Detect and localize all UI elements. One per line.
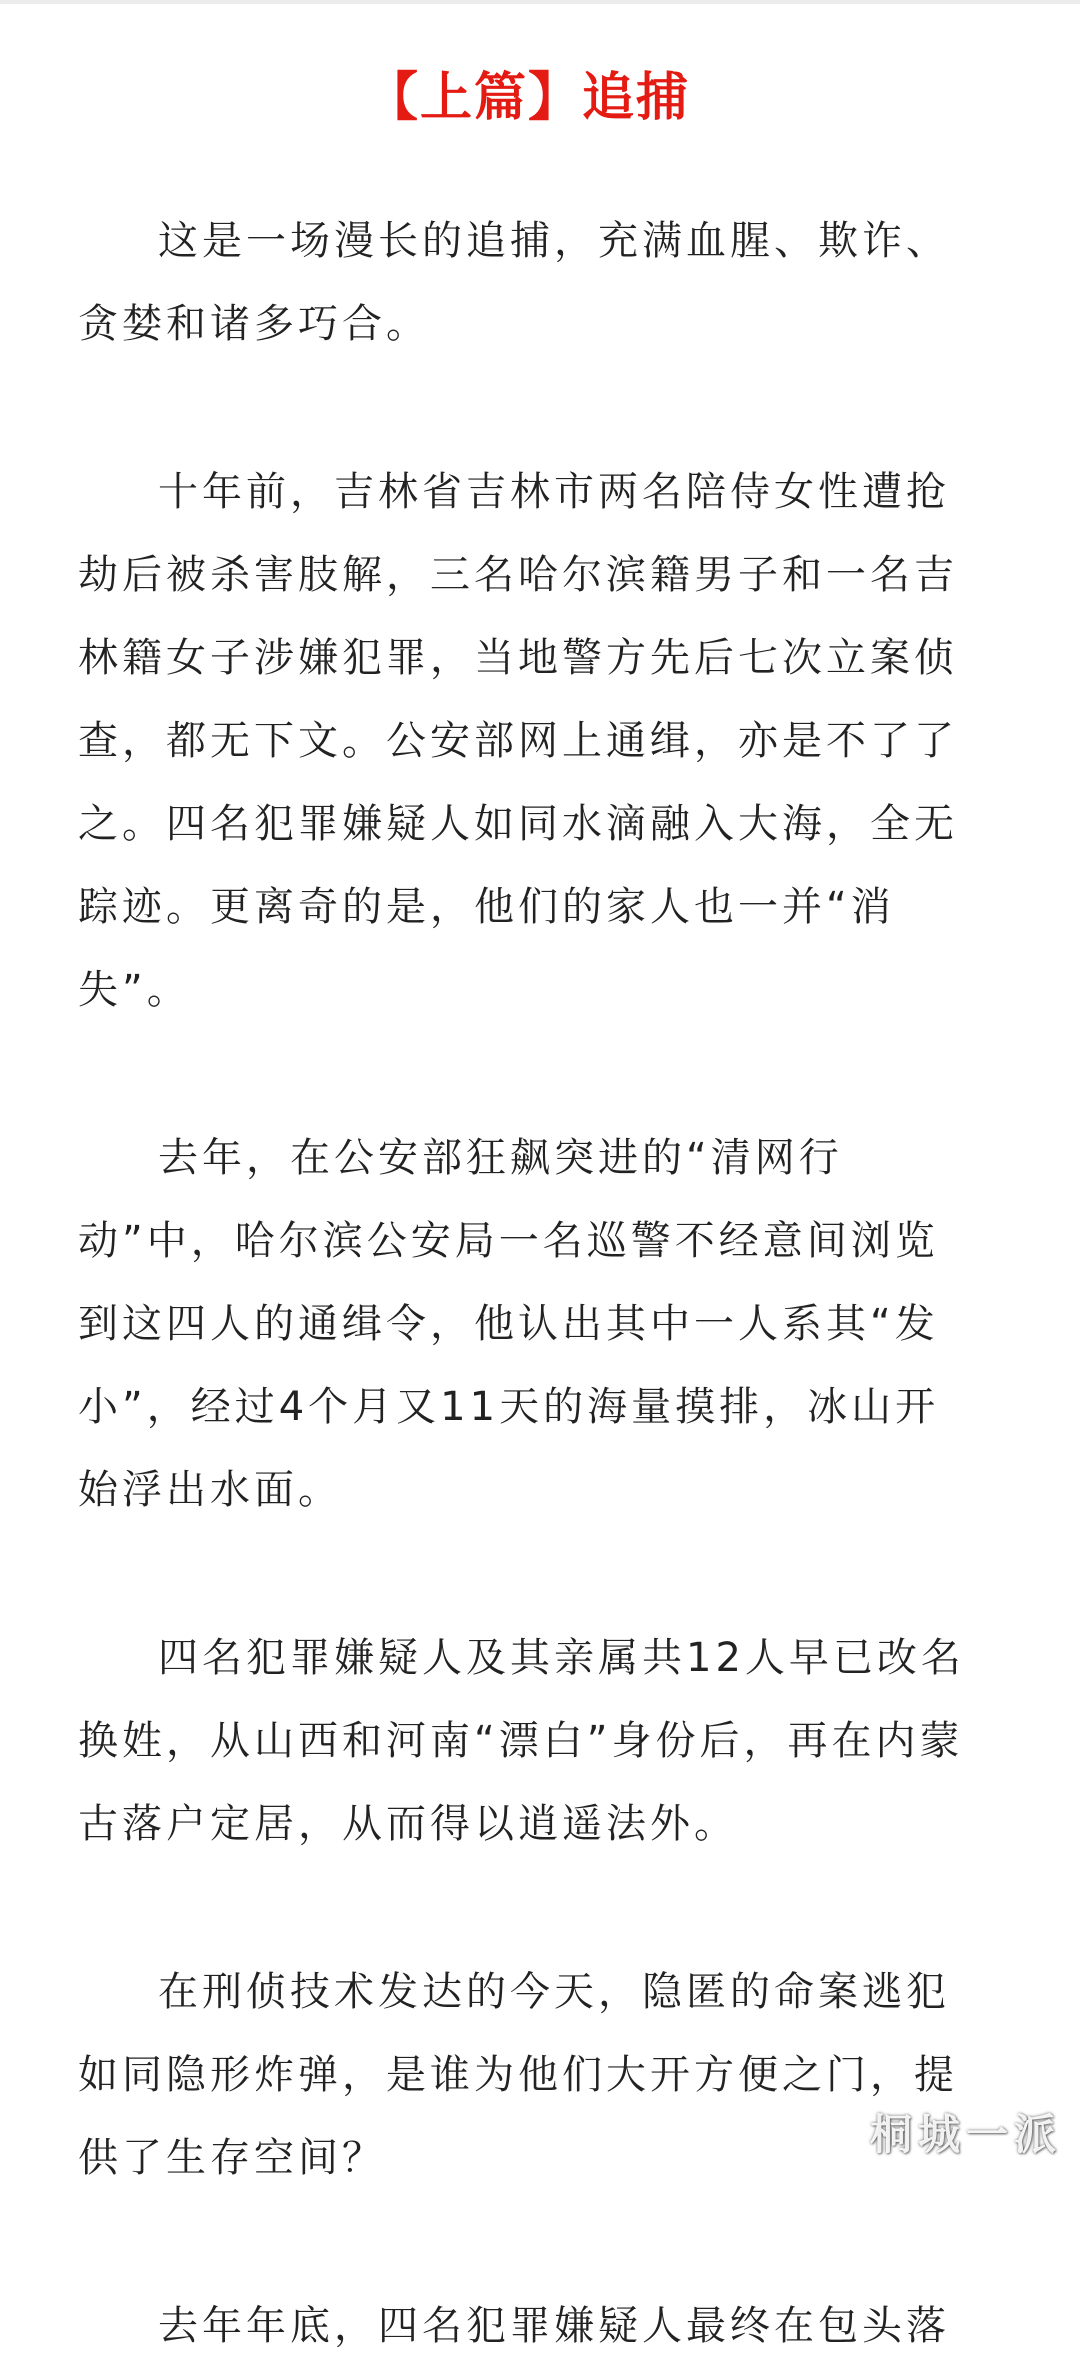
- paragraph-2: 十年前，吉林省吉林市两名陪侍女性遭抢劫后被杀害肢解，三名哈尔滨籍男子和一名吉林籍女子涉嫌犯罪，当地警方先后七次立案侦查，都无下文。公安部网上通缉，亦是不了了之。四名犯罪嫌疑人如同水滴融入大海，全无踪迹。更离奇的是，他们的家人也一并“消失”。: [78, 469, 958, 1013]
- watermark-text: 桐城一派: [869, 2110, 1062, 2159]
- top-divider: [0, 0, 1080, 4]
- paragraph-4: 四名犯罪嫌疑人及其亲属共12人早已改名换姓，从山西和河南“漂白”身份后，再在内蒙古落户定居，从而得以逍遥法外。: [78, 1635, 965, 1847]
- paragraph-3: 去年，在公安部狂飙突进的“清网行动”中，哈尔滨公安局一名巡警不经意间浏览到这四人的通缉令，他认出其中一人系其“发小”，经过4个月又11天的海量摸排，冰山开始浮出水面。: [78, 1135, 940, 1513]
- paragraph-5: 在刑侦技术发达的今天，隐匿的命案逃犯如同隐形炸弹，是谁为他们大开方便之门，提供了生存空间？: [78, 1969, 958, 2181]
- article-body: [78, 60, 978, 2368]
- article-title: 【上篇】追捕: [365, 68, 690, 128]
- paragraph-1: 这是一场漫长的追捕，充满血腥、欺诈、贪婪和诸多巧合。: [78, 218, 950, 347]
- paragraph-6: 去年年底，四名犯罪嫌疑人最终在包头落: [158, 2303, 950, 2349]
